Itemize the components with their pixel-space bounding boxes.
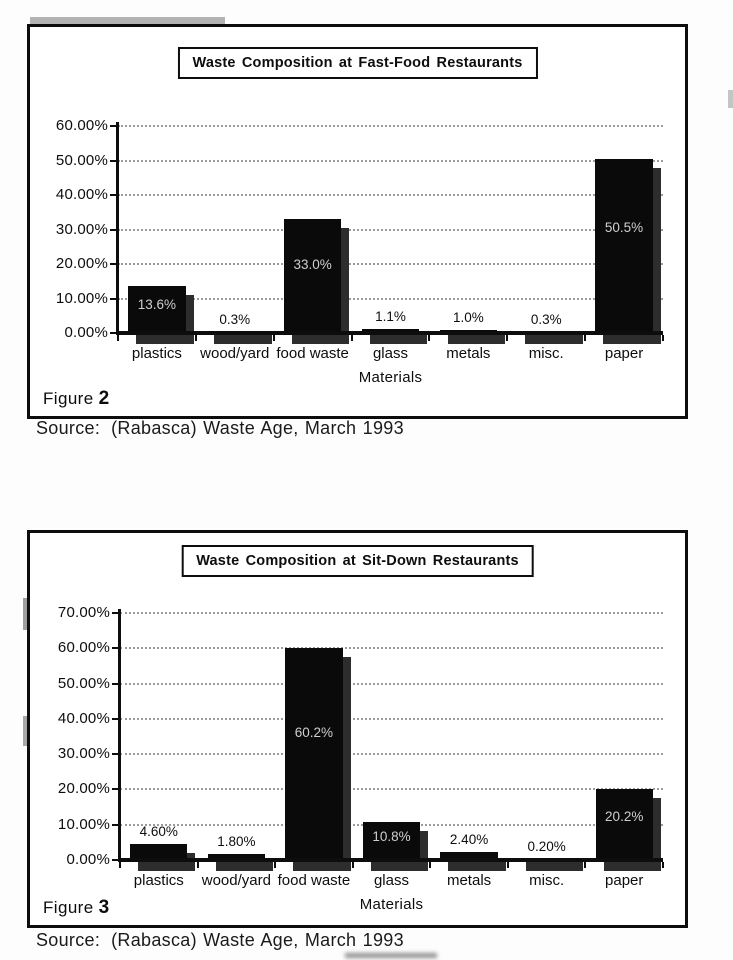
bar-value-label: 1.0%	[452, 309, 484, 325]
source-citation	[36, 418, 404, 439]
y-axis-tick-label: 70.00%	[57, 604, 110, 621]
x-axis-tick	[584, 335, 586, 341]
bar-value-label: 13.6%	[137, 296, 177, 312]
category-label: plastics	[131, 345, 182, 362]
category-label: food waste	[277, 872, 351, 889]
chart-title: Waste Composition at Sit-Down Restaurants	[181, 545, 534, 577]
y-axis-tick-label: 10.00%	[57, 815, 110, 833]
category-label: misc.	[529, 872, 565, 889]
gridline	[118, 125, 663, 127]
bar-chart-plot-area	[55, 117, 663, 362]
x-axis-title: Materials	[359, 896, 424, 913]
x-axis-tick	[352, 862, 354, 868]
figure-caption-number: 2	[98, 388, 110, 409]
category-label: wood/yard	[200, 345, 270, 362]
x-axis-tick	[351, 335, 353, 341]
y-axis-tick-label: 0.00%	[66, 851, 110, 868]
x-axis-tick	[429, 862, 431, 868]
category-label: metals	[446, 872, 492, 889]
scan-artifact-bottom-blur	[345, 953, 437, 958]
y-axis-tick-label: 50.00%	[55, 151, 108, 169]
bar-paper	[595, 159, 653, 333]
bar-value-label: 10.8%	[372, 829, 411, 845]
bar-value-label: 1.1%	[375, 309, 406, 325]
x-axis-tick	[507, 862, 509, 868]
x-axis-line	[118, 858, 663, 862]
gridline	[118, 194, 663, 196]
y-axis-tick-label: 0.00%	[64, 324, 108, 341]
scan-artifact-top-strip	[30, 17, 225, 24]
figure-2-chart-panel	[27, 24, 688, 419]
source-citation	[36, 930, 404, 951]
x-axis-tick	[662, 335, 664, 341]
y-axis-tick-label: 10.00%	[55, 289, 108, 307]
gridline	[120, 647, 663, 649]
x-axis-tick	[506, 335, 508, 341]
category-label: wood/yard	[201, 872, 271, 889]
x-axis-tick	[273, 335, 275, 341]
gridline	[120, 718, 663, 720]
gridline	[118, 263, 663, 265]
bar-chart-plot-area	[57, 604, 663, 889]
y-axis-tick-label: 40.00%	[55, 186, 108, 203]
y-axis-tick-label: 60.00%	[57, 639, 110, 657]
y-axis-tick-label: 50.00%	[57, 674, 110, 692]
bar-value-label: 20.2%	[605, 809, 644, 825]
bar-value-label: 2.40%	[449, 831, 489, 847]
category-label: glass	[373, 872, 409, 889]
category-label: paper	[605, 872, 644, 889]
bar-food-waste	[284, 219, 342, 333]
x-axis-line	[116, 331, 663, 335]
x-axis-tick	[197, 862, 199, 868]
gridline	[120, 612, 663, 614]
source-label: Source:	[36, 930, 101, 950]
gridline	[120, 683, 663, 685]
bar-value-label: 1.80%	[217, 833, 256, 849]
gridline	[118, 298, 663, 300]
gridline	[118, 160, 663, 162]
x-axis-tick	[274, 862, 276, 868]
gridline	[118, 229, 663, 231]
bar-food-waste	[285, 648, 342, 860]
figure-caption-word: Figure	[43, 898, 94, 917]
bar-value-label: 0.3%	[530, 311, 562, 327]
category-label: misc.	[528, 345, 564, 362]
bar-value-label: 33.0%	[293, 256, 332, 272]
category-label: food waste	[276, 345, 349, 362]
bar-value-label: 50.5%	[604, 220, 644, 236]
x-axis-title: Materials	[358, 369, 423, 386]
x-axis-tick	[662, 862, 664, 868]
figure-caption	[43, 388, 110, 410]
y-axis-tick-label: 20.00%	[57, 780, 110, 798]
chart-title: Waste Composition at Fast-Food Restaurants	[177, 47, 537, 79]
figure-caption-word: Figure	[43, 389, 94, 408]
category-label: plastics	[133, 872, 184, 889]
gridline	[120, 788, 663, 790]
y-axis-tick-label: 30.00%	[57, 745, 110, 763]
figure-caption-number: 3	[98, 897, 110, 918]
category-label: paper	[604, 345, 644, 362]
source-text: (Rabasca) Waste Age, March 1993	[111, 930, 404, 950]
x-axis-tick	[195, 335, 197, 341]
y-axis-tick-label: 60.00%	[55, 117, 108, 134]
bar-value-label: 4.60%	[139, 823, 178, 839]
y-axis-tick-label: 30.00%	[55, 220, 108, 238]
bar-value-label: 0.3%	[219, 311, 251, 327]
y-axis-tick-label: 40.00%	[57, 709, 110, 727]
scan-artifact-right-edge	[728, 90, 733, 108]
figure-caption	[43, 897, 110, 919]
gridline	[120, 753, 663, 755]
x-axis-tick	[117, 335, 119, 341]
category-label: glass	[372, 345, 408, 362]
figure-3-chart-panel	[27, 530, 688, 928]
bar-value-label: 60.2%	[294, 724, 334, 740]
bar-value-label: 0.20%	[527, 839, 566, 855]
source-label: Source:	[36, 418, 101, 438]
source-text: (Rabasca) Waste Age, March 1993	[111, 418, 404, 438]
x-axis-tick	[428, 335, 430, 341]
category-label: metals	[446, 345, 491, 362]
x-axis-tick	[584, 862, 586, 868]
y-axis-tick-label: 20.00%	[55, 255, 108, 272]
x-axis-tick	[119, 862, 121, 868]
